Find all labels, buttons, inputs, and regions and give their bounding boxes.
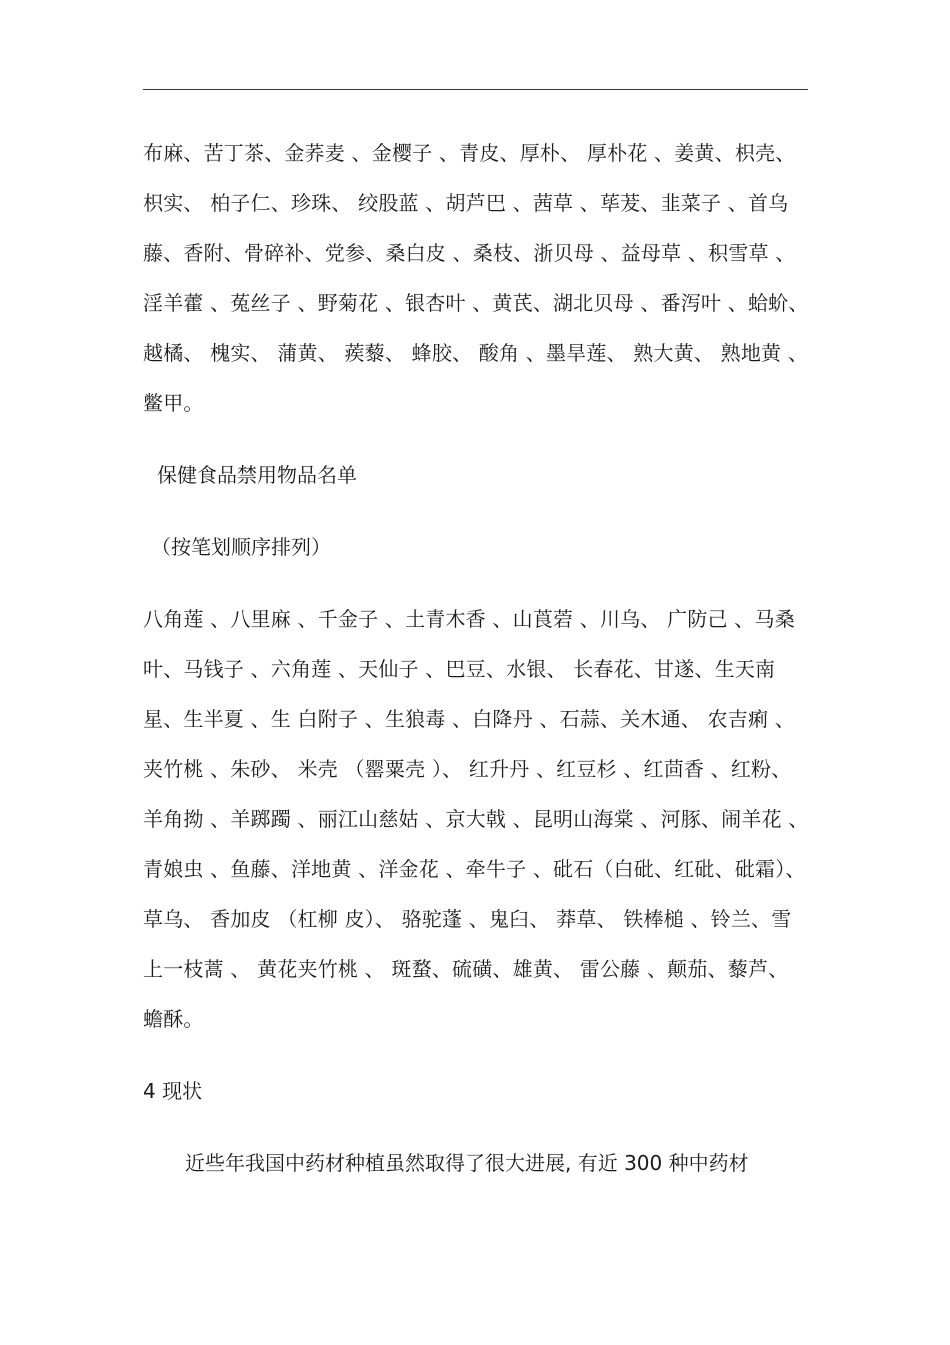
list-line: 越橘、 槐实、 蒲黄、 蒺藜、 蜂胶、 酸角 、墨旱莲、 熟大黄、 熟地黄 、: [143, 341, 809, 365]
list-line: 青娘虫 、鱼藤、洋地黄 、洋金花 、牵牛子 、砒石（白砒、红砒、砒霜）、: [143, 857, 806, 881]
list-line: 八角莲 、八里麻 、千金子 、土青木香 、山莨菪 、川乌、 广防己 、马桑: [143, 607, 795, 631]
list-line: 夹竹桃 、朱砂、 米壳 （罂粟壳 ）、 红升丹 、红豆杉 、红茴香 、红粉、: [143, 757, 792, 781]
banned-items-heading: 保健食品禁用物品名单: [157, 463, 357, 487]
list-line: 鳖甲。: [143, 391, 204, 415]
list-line: 淫羊藿 、菟丝子 、野菊花 、银杏叶 、黄芪、湖北贝母 、番泻叶 、蛤蚧、: [143, 291, 809, 315]
section-title: 4 现状: [143, 1079, 203, 1103]
body-paragraph: 近些年我国中药材种植虽然取得了很大进展, 有近 300 种中药材: [185, 1151, 749, 1175]
permitted-items-list: [143, 128, 813, 428]
banned-items-list: [143, 594, 813, 1044]
list-line: 藤、香附、骨碎补、党参、桑白皮 、桑枝、浙贝母 、益母草 、积雪草 、: [143, 241, 796, 265]
list-line: 枳实、 柏子仁、珍珠、 绞股蓝 、胡芦巴 、茜草 、荜茇、韭菜子 、首乌: [143, 191, 789, 215]
list-line: 草乌、 香加皮 （杠柳 皮）、 骆驼蓬 、鬼臼、 莽草、 铁棒槌 、铃兰、雪: [143, 907, 792, 931]
list-line: 蟾酥。: [143, 1007, 204, 1031]
header-rule: [143, 89, 808, 90]
list-line: 上一枝蒿 、 黄花夹竹桃 、 斑蝥、硫磺、雄黄、 雷公藤 、颠茄、藜芦、: [143, 957, 789, 981]
list-line: 星、生半夏 、生 白附子 、生狼毒 、白降丹 、石蒜、关木通、 农吉痢 、: [143, 707, 795, 731]
document-page: [143, 128, 813, 1188]
list-line: 布麻、苦丁茶、金荞麦 、金樱子 、青皮、厚朴、 厚朴花 、姜黄、枳壳、: [143, 141, 796, 165]
list-line: 羊角拗 、羊踯躅 、丽江山慈姑 、京大戟 、昆明山海棠 、河豚、闹羊花 、: [143, 807, 809, 831]
ordering-note: （按笔划顺序排列）: [151, 535, 331, 559]
list-line: 叶、马钱子 、六角莲 、天仙子 、巴豆、水银、 长春花、甘遂、生天南: [143, 657, 776, 681]
